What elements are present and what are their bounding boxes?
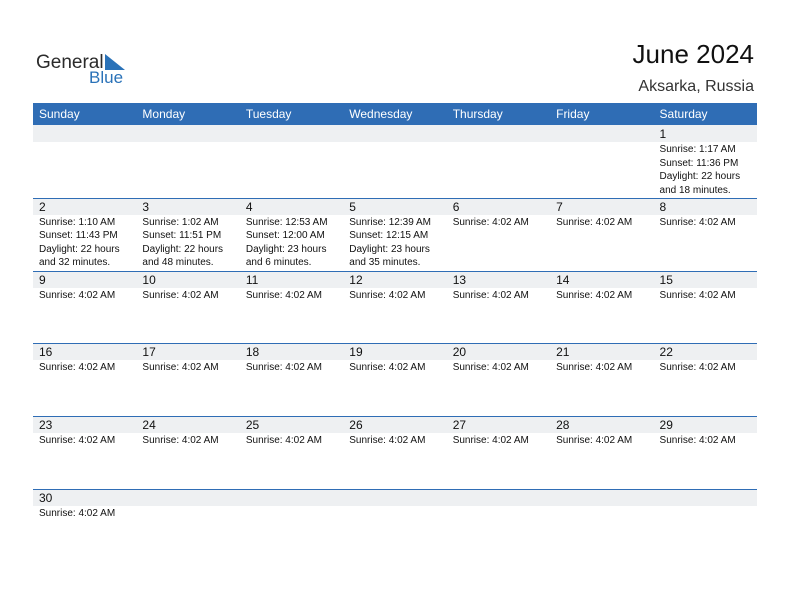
day-cell [240, 416, 343, 488]
calendar-weeks [33, 125, 757, 562]
brand-logo [36, 50, 136, 90]
day-cell [550, 198, 653, 270]
day-cell [550, 125, 653, 197]
day-cell [550, 343, 653, 415]
day-number: 9 [39, 272, 46, 287]
day-number: 20 [452, 345, 467, 360]
day-number: 23 [39, 418, 53, 433]
day-number [453, 489, 550, 507]
day-number: 27 [452, 418, 467, 433]
sun-info-line: Sunrise: 12:53 AM [245, 216, 328, 228]
sun-info-line: and 18 minutes. [659, 184, 731, 196]
day-number: 30 [39, 490, 53, 505]
day-cell [136, 271, 239, 343]
day-cell [343, 271, 446, 343]
sun-info-line: Sunrise: 4:02 AM [142, 435, 219, 447]
day-cell [654, 125, 757, 197]
week-row [33, 198, 757, 271]
sun-info-line: Sunrise: 1:17 AM [659, 144, 736, 155]
day-cell [447, 125, 550, 197]
day-cell [654, 198, 757, 270]
sun-info-line: and 6 minutes. [245, 257, 312, 269]
sun-info-line: Sunrise: 4:02 AM [142, 362, 219, 374]
brand-word-general: General [36, 52, 104, 73]
sun-info-line: Daylight: 22 hours [142, 243, 224, 255]
day-cell [136, 489, 239, 561]
day-number: 2 [39, 199, 46, 214]
day-cell [33, 416, 136, 488]
day-number: 24 [142, 418, 156, 433]
day-number: 12 [349, 272, 363, 287]
weekday-wednesday: Wednesday [349, 107, 413, 121]
sun-info-line: Sunset: 12:00 AM [245, 230, 325, 242]
day-number: 26 [349, 418, 363, 433]
day-number: 13 [452, 272, 467, 287]
sun-info-line: Sunset: 11:43 PM [39, 230, 118, 242]
day-cell [33, 125, 136, 197]
day-cell [240, 125, 343, 197]
day-number: 15 [659, 272, 673, 287]
week-row [33, 416, 757, 489]
sun-info-line: Sunrise: 4:02 AM [245, 435, 322, 447]
day-number [246, 489, 343, 507]
day-number [660, 489, 757, 507]
sun-info-line: Sunrise: 4:02 AM [452, 216, 529, 228]
sun-info-line: Sunrise: 4:02 AM [659, 289, 736, 301]
day-cell [33, 271, 136, 343]
brand-word-blue: Blue [89, 68, 124, 87]
day-number [246, 125, 343, 143]
day-number: 17 [142, 345, 156, 360]
day-number: 14 [556, 272, 570, 287]
sun-info-line: Sunset: 11:51 PM [142, 230, 222, 242]
week-row [33, 489, 757, 562]
day-number: 18 [245, 345, 260, 360]
day-cell [343, 343, 446, 415]
day-number: 7 [556, 199, 563, 214]
sun-info-line: Sunrise: 1:02 AM [142, 216, 219, 228]
day-cell [343, 198, 446, 270]
day-cell [550, 489, 653, 561]
day-number: 11 [245, 272, 259, 287]
week-row [33, 343, 757, 416]
day-cell [240, 489, 343, 561]
sun-info-line: Sunrise: 4:02 AM [659, 216, 736, 228]
day-cell [343, 489, 446, 561]
day-cell [447, 489, 550, 561]
sun-info-line: Sunrise: 4:02 AM [556, 362, 633, 374]
weekday-header [33, 103, 757, 125]
sun-info-line: Sunrise: 4:02 AM [349, 362, 426, 374]
day-number: 4 [245, 199, 253, 214]
sun-info-line: Sunrise: 4:02 AM [556, 289, 633, 301]
day-number [453, 125, 550, 143]
sun-info-line: Sunset: 12:15 AM [349, 230, 429, 242]
day-number [556, 125, 653, 143]
sun-info-line: Sunrise: 4:02 AM [659, 435, 736, 447]
weekday-saturday: Saturday [659, 107, 708, 121]
sun-info-line: Sunrise: 4:02 AM [39, 435, 116, 447]
sun-info-line: Sunrise: 4:02 AM [39, 362, 116, 374]
day-number: 3 [142, 199, 150, 214]
sun-info-line: and 48 minutes. [142, 257, 214, 269]
day-cell [33, 489, 136, 561]
day-cell [343, 416, 446, 488]
day-cell [240, 343, 343, 415]
calendar-grid [33, 103, 757, 562]
day-number: 6 [452, 199, 460, 214]
day-cell [447, 271, 550, 343]
day-number: 8 [659, 199, 667, 214]
day-number: 19 [349, 345, 363, 360]
sun-info-line: Sunrise: 1:10 AM [39, 216, 116, 228]
weekday-thursday: Thursday [452, 107, 503, 121]
day-number: 1 [659, 127, 667, 141]
sun-info-line: Daylight: 22 hours [39, 243, 120, 255]
sun-info-line: Sunrise: 4:02 AM [349, 435, 426, 447]
sun-info-line: Sunrise: 4:02 AM [452, 289, 529, 301]
day-number: 10 [142, 272, 156, 287]
day-cell [136, 125, 239, 197]
weekday-monday: Monday [142, 107, 186, 121]
day-cell [550, 271, 653, 343]
sun-info-line: Sunrise: 4:02 AM [556, 216, 633, 228]
weekday-friday: Friday [556, 107, 590, 121]
sun-info-line: Daylight: 22 hours [659, 171, 741, 182]
sun-info-line: Sunrise: 4:02 AM [245, 289, 322, 301]
day-number [349, 125, 446, 143]
sun-info-line: and 35 minutes. [349, 257, 421, 269]
sun-info-line: and 32 minutes. [39, 257, 111, 269]
day-number: 22 [659, 345, 673, 360]
day-cell [240, 198, 343, 270]
day-number: 28 [556, 418, 570, 433]
day-number: 29 [659, 418, 673, 433]
day-cell [654, 489, 757, 561]
day-number [556, 489, 653, 507]
day-cell [654, 343, 757, 415]
sun-info-line: Sunrise: 4:02 AM [142, 289, 219, 301]
sun-info-line: Sunrise: 4:02 AM [452, 362, 529, 374]
day-cell [447, 198, 550, 270]
day-number [39, 125, 136, 143]
week-row [33, 125, 757, 198]
day-number [142, 489, 239, 507]
location-label: Aksarka, Russia [638, 78, 754, 95]
day-cell [447, 343, 550, 415]
sun-info-line: Sunrise: 4:02 AM [452, 435, 529, 447]
day-cell [447, 416, 550, 488]
day-cell [654, 416, 757, 488]
page-title: June 2024 [632, 39, 754, 69]
sun-info-line: Sunrise: 4:02 AM [39, 507, 116, 519]
day-cell [654, 271, 757, 343]
day-cell [136, 343, 239, 415]
day-number: 21 [556, 345, 570, 360]
day-number [142, 125, 239, 143]
sun-info-line: Daylight: 23 hours [349, 243, 430, 255]
day-number [349, 489, 446, 507]
day-number: 25 [245, 418, 260, 433]
day-cell [343, 125, 446, 197]
sun-info-line: Sunrise: 12:39 AM [349, 216, 431, 228]
weekday-sunday: Sunday [39, 107, 80, 121]
sun-info-line: Sunrise: 4:02 AM [659, 362, 736, 374]
weekday-tuesday: Tuesday [245, 107, 292, 121]
sun-info-line: Sunrise: 4:02 AM [349, 289, 426, 301]
day-cell [136, 198, 239, 270]
sun-info-line: Sunrise: 4:02 AM [556, 435, 633, 447]
sun-info-line: Sunrise: 4:02 AM [245, 362, 322, 374]
day-cell [33, 343, 136, 415]
day-number: 16 [39, 345, 53, 360]
day-cell [136, 416, 239, 488]
sun-info-line: Sunrise: 4:02 AM [39, 289, 116, 301]
sun-info-line: Daylight: 23 hours [245, 243, 327, 255]
day-number: 5 [349, 199, 356, 214]
day-cell [33, 198, 136, 270]
day-cell [550, 416, 653, 488]
sun-info-line: Sunset: 11:36 PM [659, 157, 739, 169]
week-row [33, 271, 757, 344]
day-cell [240, 271, 343, 343]
